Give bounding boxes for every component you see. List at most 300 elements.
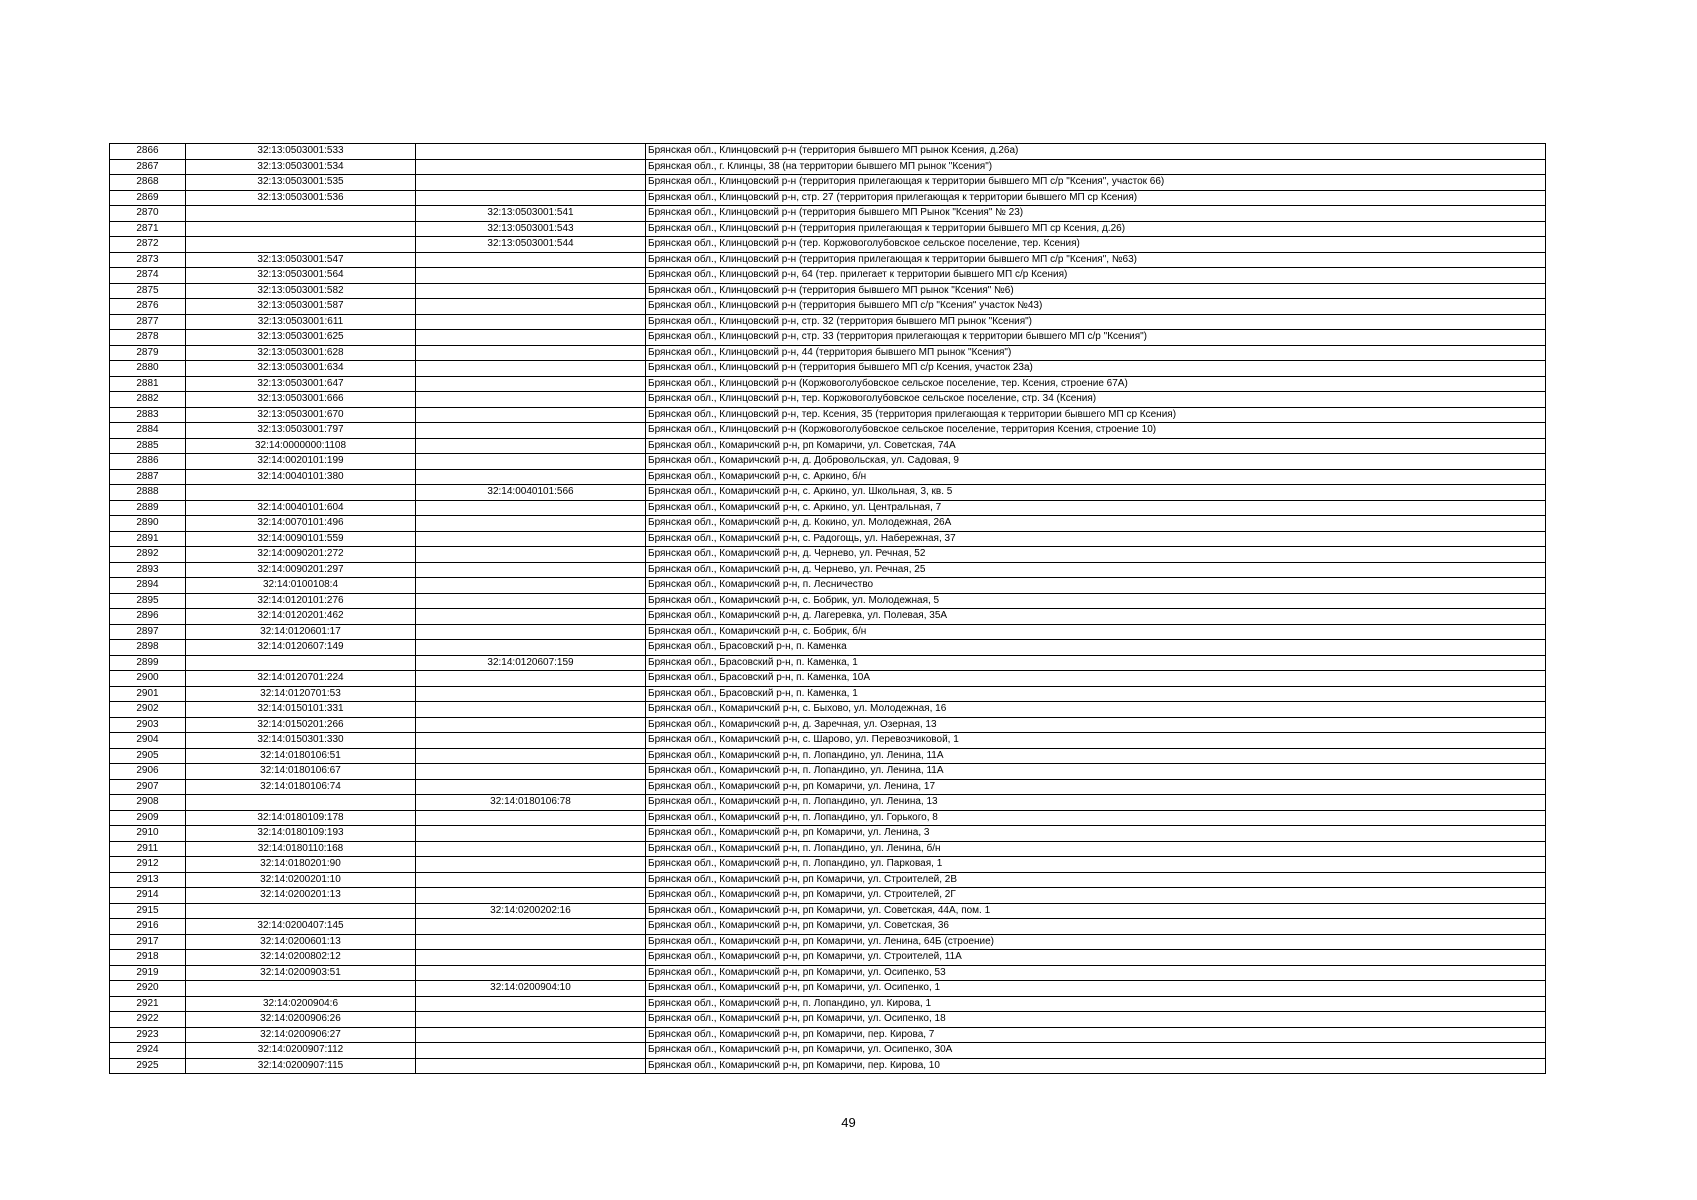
table-row (110, 1058, 1546, 1074)
cadastral-number-alt-cell (416, 175, 646, 191)
table-row (110, 748, 1546, 764)
cadastral-number-alt-cell: 32:14:0200202:16 (416, 903, 646, 919)
row-number-cell: 2866 (110, 144, 186, 160)
address-cell: Брянская обл., Комаричский р-н, рп Комаричи, ул. Осипенко, 18 (646, 1012, 1546, 1028)
cadastral-number-alt-cell (416, 407, 646, 423)
table-row (110, 609, 1546, 625)
table-row (110, 717, 1546, 733)
address-cell: Брянская обл., Клинцовский р-н (территория бывшего МП с/р "Ксения" участок №43) (646, 299, 1546, 315)
row-number-cell: 2879 (110, 345, 186, 361)
cadastral-number-cell (186, 903, 416, 919)
cadastral-number-alt-cell (416, 469, 646, 485)
table-row (110, 531, 1546, 547)
cadastral-number-alt-cell: 32:13:0503001:544 (416, 237, 646, 253)
table-row (110, 144, 1546, 160)
row-number-cell: 2875 (110, 283, 186, 299)
cadastral-number-cell: 32:14:0200907:112 (186, 1043, 416, 1059)
address-cell: Брянская обл., Комаричский р-н, д. Чернево, ул. Речная, 25 (646, 562, 1546, 578)
row-number-cell: 2876 (110, 299, 186, 315)
cadastral-number-alt-cell (416, 314, 646, 330)
row-number-cell: 2901 (110, 686, 186, 702)
table-row (110, 252, 1546, 268)
address-cell: Брянская обл., Клинцовский р-н (территория бывшего МП Рынок "Ксения" № 23) (646, 206, 1546, 222)
table-row (110, 345, 1546, 361)
row-number-cell: 2896 (110, 609, 186, 625)
row-number-cell: 2915 (110, 903, 186, 919)
cadastral-number-cell: 32:14:0200906:26 (186, 1012, 416, 1028)
address-cell: Брянская обл., Клинцовский р-н (территория бывшего МП рынок "Ксения" №6) (646, 283, 1546, 299)
address-cell: Брянская обл., Комаричский р-н, рп Комаричи, ул. Ленина, 64Б (строение) (646, 934, 1546, 950)
row-number-cell: 2867 (110, 159, 186, 175)
table-row (110, 299, 1546, 315)
cadastral-number-alt-cell (416, 159, 646, 175)
address-cell: Брянская обл., Комаричский р-н, п. Лесничество (646, 578, 1546, 594)
row-number-cell: 2877 (110, 314, 186, 330)
address-cell: Брянская обл., Комаричский р-н, рп Комаричи, ул. Строителей, 2В (646, 872, 1546, 888)
row-number-cell: 2913 (110, 872, 186, 888)
row-number-cell: 2924 (110, 1043, 186, 1059)
cadastral-number-alt-cell: 32:14:0040101:566 (416, 485, 646, 501)
cadastral-number-cell: 32:14:0200601:13 (186, 934, 416, 950)
page-number: 49 (841, 1115, 856, 1130)
address-cell: Брянская обл., Клинцовский р-н (тер. Коржовоголубовское сельское поселение, тер. Ксения) (646, 237, 1546, 253)
cadastral-number-cell: 32:14:0180106:51 (186, 748, 416, 764)
cadastral-number-cell: 32:14:0200802:12 (186, 950, 416, 966)
address-cell: Брянская обл., Клинцовский р-н (территория бывшего МП рынок Ксения, д.26а) (646, 144, 1546, 160)
cadastral-number-alt-cell (416, 423, 646, 439)
table-row (110, 857, 1546, 873)
address-cell: Брянская обл., Комаричский р-н, рп Комаричи, ул. Осипенко, 53 (646, 965, 1546, 981)
cadastral-number-cell: 32:14:0070101:496 (186, 516, 416, 532)
row-number-cell: 2898 (110, 640, 186, 656)
row-number-cell: 2905 (110, 748, 186, 764)
cadastral-number-alt-cell (416, 733, 646, 749)
table-row (110, 376, 1546, 392)
table-row (110, 562, 1546, 578)
table-row (110, 361, 1546, 377)
cadastral-number-cell: 32:14:0090201:272 (186, 547, 416, 563)
cadastral-number-alt-cell (416, 1027, 646, 1043)
cadastral-number-cell: 32:14:0200904:6 (186, 996, 416, 1012)
cadastral-number-alt-cell (416, 950, 646, 966)
cadastral-number-alt-cell (416, 144, 646, 160)
row-number-cell: 2925 (110, 1058, 186, 1074)
cadastral-number-cell: 32:14:0120201:462 (186, 609, 416, 625)
address-cell: Брянская обл., г. Клинцы, 38 (на территории бывшего МП рынок "Ксения") (646, 159, 1546, 175)
table-row (110, 934, 1546, 950)
address-cell: Брянская обл., Комаричский р-н, д. Чернево, ул. Речная, 52 (646, 547, 1546, 563)
cadastral-number-cell (186, 981, 416, 997)
table-row (110, 547, 1546, 563)
address-cell: Брянская обл., Комаричский р-н, д. Лагеревка, ул. Полевая, 35А (646, 609, 1546, 625)
cadastral-number-alt-cell (416, 1043, 646, 1059)
row-number-cell: 2917 (110, 934, 186, 950)
cadastral-number-alt-cell (416, 717, 646, 733)
cadastral-number-cell: 32:13:0503001:628 (186, 345, 416, 361)
table-row (110, 593, 1546, 609)
table-row (110, 469, 1546, 485)
cadastral-number-alt-cell (416, 888, 646, 904)
cadastral-number-cell: 32:13:0503001:547 (186, 252, 416, 268)
address-cell: Брянская обл., Клинцовский р-н (территория прилегающая к территории бывшего МП ср Ксения, д.26) (646, 221, 1546, 237)
table-row (110, 454, 1546, 470)
address-cell: Брянская обл., Комаричский р-н, п. Лопандино, ул. Ленина, б/н (646, 841, 1546, 857)
cadastral-number-alt-cell: 32:14:0180106:78 (416, 795, 646, 811)
row-number-cell: 2868 (110, 175, 186, 191)
table-row (110, 624, 1546, 640)
address-cell: Брянская обл., Комаричский р-н, рп Комаричи, ул. Ленина, 3 (646, 826, 1546, 842)
table-row (110, 159, 1546, 175)
address-cell: Брянская обл., Комаричский р-н, п. Лопандино, ул. Ленина, 11А (646, 764, 1546, 780)
address-cell: Брянская обл., Клинцовский р-н (территория прилегающая к территории бывшего МП с/р "Ксения", №63) (646, 252, 1546, 268)
cadastral-number-alt-cell (416, 872, 646, 888)
row-number-cell: 2884 (110, 423, 186, 439)
cadastral-number-cell: 32:14:0120701:53 (186, 686, 416, 702)
row-number-cell: 2878 (110, 330, 186, 346)
table-row (110, 190, 1546, 206)
table-row (110, 826, 1546, 842)
table-row (110, 640, 1546, 656)
cadastral-number-alt-cell (416, 283, 646, 299)
row-number-cell: 2880 (110, 361, 186, 377)
cadastral-number-cell: 32:14:0040101:380 (186, 469, 416, 485)
cadastral-number-alt-cell (416, 345, 646, 361)
address-cell: Брянская обл., Комаричский р-н, п. Лопандино, ул. Горького, 8 (646, 810, 1546, 826)
table-row (110, 1027, 1546, 1043)
cadastral-number-cell: 32:14:0120607:149 (186, 640, 416, 656)
cadastral-number-cell (186, 485, 416, 501)
table-row (110, 671, 1546, 687)
cadastral-number-alt-cell (416, 547, 646, 563)
row-number-cell: 2891 (110, 531, 186, 547)
table-row (110, 423, 1546, 439)
address-cell: Брянская обл., Комаричский р-н, рп Комаричи, ул. Осипенко, 1 (646, 981, 1546, 997)
cadastral-number-cell: 32:14:0200201:10 (186, 872, 416, 888)
cadastral-number-cell: 32:14:0200201:13 (186, 888, 416, 904)
row-number-cell: 2887 (110, 469, 186, 485)
address-cell: Брянская обл., Клинцовский р-н (Коржовоголубовское сельское поселение, территория Ксения, строение 10) (646, 423, 1546, 439)
address-cell: Брянская обл., Комаричский р-н, рп Комаричи, ул. Советская, 44А, пом. 1 (646, 903, 1546, 919)
address-cell: Брянская обл., Комаричский р-н, с. Бобрик, ул. Молодежная, 5 (646, 593, 1546, 609)
address-cell: Брянская обл., Клинцовский р-н, тер. Коржовоголубовское сельское поселение, стр. 34 (Ксения) (646, 392, 1546, 408)
cadastral-number-cell: 32:13:0503001:797 (186, 423, 416, 439)
address-cell: Брянская обл., Комаричский р-н, рп Комаричи, ул. Ленина, 17 (646, 779, 1546, 795)
cadastral-number-cell: 32:14:0200903:51 (186, 965, 416, 981)
cadastral-number-alt-cell: 32:13:0503001:541 (416, 206, 646, 222)
cadastral-number-alt-cell (416, 919, 646, 935)
table-row (110, 810, 1546, 826)
cadastral-number-alt-cell (416, 578, 646, 594)
table-row (110, 795, 1546, 811)
table-row (110, 702, 1546, 718)
address-cell: Брянская обл., Комаричский р-н, с. Радогощь, ул. Набережная, 37 (646, 531, 1546, 547)
table-row (110, 206, 1546, 222)
cadastral-number-alt-cell (416, 965, 646, 981)
row-number-cell: 2900 (110, 671, 186, 687)
table-row (110, 283, 1546, 299)
address-cell: Брянская обл., Брасовский р-н, п. Каменка, 10А (646, 671, 1546, 687)
address-cell: Брянская обл., Брасовский р-н, п. Каменка (646, 640, 1546, 656)
row-number-cell: 2908 (110, 795, 186, 811)
address-cell: Брянская обл., Комаричский р-н, рп Комаричи, ул. Советская, 74А (646, 438, 1546, 454)
property-table (109, 143, 1546, 1074)
cadastral-number-alt-cell (416, 1012, 646, 1028)
cadastral-number-alt-cell (416, 640, 646, 656)
row-number-cell: 2869 (110, 190, 186, 206)
table-row (110, 655, 1546, 671)
address-cell: Брянская обл., Клинцовский р-н, стр. 32 (территория бывшего МП рынок "Ксения") (646, 314, 1546, 330)
table-row (110, 841, 1546, 857)
row-number-cell: 2871 (110, 221, 186, 237)
cadastral-number-alt-cell (416, 1058, 646, 1074)
cadastral-number-cell: 32:14:0020101:199 (186, 454, 416, 470)
cadastral-number-alt-cell (416, 686, 646, 702)
address-cell: Брянская обл., Клинцовский р-н, тер. Ксения, 35 (территория прилегающая к территории бывшего МП ср Ксения) (646, 407, 1546, 423)
cadastral-number-cell (186, 795, 416, 811)
address-cell: Брянская обл., Клинцовский р-н (территория прилегающая к территории бывшего МП с/р "Ксения", участок 66) (646, 175, 1546, 191)
cadastral-number-alt-cell (416, 996, 646, 1012)
row-number-cell: 2919 (110, 965, 186, 981)
cadastral-number-alt-cell (416, 500, 646, 516)
cadastral-number-alt-cell (416, 609, 646, 625)
row-number-cell: 2922 (110, 1012, 186, 1028)
table-row (110, 919, 1546, 935)
table-row (110, 314, 1546, 330)
cadastral-number-cell: 32:13:0503001:611 (186, 314, 416, 330)
table-row (110, 268, 1546, 284)
row-number-cell: 2881 (110, 376, 186, 392)
table-row (110, 438, 1546, 454)
address-cell: Брянская обл., Комаричский р-н, рп Комаричи, ул. Строителей, 2Г (646, 888, 1546, 904)
row-number-cell: 2920 (110, 981, 186, 997)
address-cell: Брянская обл., Комаричский р-н, п. Лопандино, ул. Кирова, 1 (646, 996, 1546, 1012)
row-number-cell: 2883 (110, 407, 186, 423)
table-row (110, 686, 1546, 702)
address-cell: Брянская обл., Комаричский р-н, д. Добровольская, ул. Садовая, 9 (646, 454, 1546, 470)
table-row (110, 888, 1546, 904)
cadastral-number-alt-cell (416, 454, 646, 470)
table-row (110, 578, 1546, 594)
cadastral-number-cell: 32:14:0180106:74 (186, 779, 416, 795)
row-number-cell: 2914 (110, 888, 186, 904)
cadastral-number-alt-cell (416, 671, 646, 687)
row-number-cell: 2910 (110, 826, 186, 842)
row-number-cell: 2911 (110, 841, 186, 857)
row-number-cell: 2906 (110, 764, 186, 780)
cadastral-number-alt-cell (416, 593, 646, 609)
cadastral-number-cell: 32:14:0100108:4 (186, 578, 416, 594)
table-row (110, 516, 1546, 532)
row-number-cell: 2882 (110, 392, 186, 408)
address-cell: Брянская обл., Комаричский р-н, с. Аркино, ул. Школьная, 3, кв. 5 (646, 485, 1546, 501)
table-row (110, 950, 1546, 966)
cadastral-number-alt-cell (416, 330, 646, 346)
table-row (110, 1012, 1546, 1028)
address-cell: Брянская обл., Клинцовский р-н, 44 (территория бывшего МП рынок "Ксения") (646, 345, 1546, 361)
cadastral-number-cell: 32:14:0040101:604 (186, 500, 416, 516)
table-row (110, 175, 1546, 191)
address-cell: Брянская обл., Комаричский р-н, рп Комаричи, ул. Строителей, 11А (646, 950, 1546, 966)
address-cell: Брянская обл., Комаричский р-н, д. Кокино, ул. Молодежная, 26А (646, 516, 1546, 532)
cadastral-number-cell: 32:13:0503001:587 (186, 299, 416, 315)
table-row (110, 221, 1546, 237)
cadastral-number-cell: 32:13:0503001:666 (186, 392, 416, 408)
address-cell: Брянская обл., Клинцовский р-н, стр. 33 (территория прилегающая к территории бывшего МП с/р "Ксения") (646, 330, 1546, 346)
row-number-cell: 2921 (110, 996, 186, 1012)
table-row (110, 965, 1546, 981)
table-row (110, 500, 1546, 516)
cadastral-number-cell: 32:13:0503001:536 (186, 190, 416, 206)
row-number-cell: 2870 (110, 206, 186, 222)
address-cell: Брянская обл., Клинцовский р-н, стр. 27 (территория прилегающая к территории бывшего МП ср Ксения) (646, 190, 1546, 206)
cadastral-number-alt-cell (416, 779, 646, 795)
row-number-cell: 2916 (110, 919, 186, 935)
cadastral-number-cell: 32:13:0503001:535 (186, 175, 416, 191)
cadastral-number-cell: 32:14:0090101:559 (186, 531, 416, 547)
cadastral-number-cell: 32:14:0180106:67 (186, 764, 416, 780)
cadastral-number-cell: 32:13:0503001:634 (186, 361, 416, 377)
cadastral-number-cell: 32:14:0120701:224 (186, 671, 416, 687)
address-cell: Брянская обл., Комаричский р-н, п. Лопандино, ул. Ленина, 13 (646, 795, 1546, 811)
address-cell: Брянская обл., Комаричский р-н, рп Комаричи, ул. Советская, 36 (646, 919, 1546, 935)
cadastral-number-cell (186, 655, 416, 671)
cadastral-number-cell: 32:14:0200907:115 (186, 1058, 416, 1074)
property-table-body (110, 144, 1546, 1074)
row-number-cell: 2899 (110, 655, 186, 671)
cadastral-number-alt-cell (416, 190, 646, 206)
cadastral-number-alt-cell (416, 516, 646, 532)
cadastral-number-alt-cell (416, 702, 646, 718)
row-number-cell: 2872 (110, 237, 186, 253)
row-number-cell: 2923 (110, 1027, 186, 1043)
table-row (110, 407, 1546, 423)
cadastral-number-alt-cell: 32:14:0120607:159 (416, 655, 646, 671)
cadastral-number-cell: 32:13:0503001:534 (186, 159, 416, 175)
cadastral-number-cell: 32:13:0503001:647 (186, 376, 416, 392)
address-cell: Брянская обл., Комаричский р-н, д. Заречная, ул. Озерная, 13 (646, 717, 1546, 733)
table-row (110, 981, 1546, 997)
table-row (110, 392, 1546, 408)
row-number-cell: 2909 (110, 810, 186, 826)
address-cell: Брянская обл., Комаричский р-н, с. Аркино, ул. Центральная, 7 (646, 500, 1546, 516)
cadastral-number-cell: 32:14:0090201:297 (186, 562, 416, 578)
address-cell: Брянская обл., Брасовский р-н, п. Каменка, 1 (646, 686, 1546, 702)
table-row (110, 764, 1546, 780)
table-row (110, 733, 1546, 749)
row-number-cell: 2888 (110, 485, 186, 501)
address-cell: Брянская обл., Комаричский р-н, с. Быхово, ул. Молодежная, 16 (646, 702, 1546, 718)
row-number-cell: 2902 (110, 702, 186, 718)
cadastral-number-cell: 32:13:0503001:670 (186, 407, 416, 423)
cadastral-number-alt-cell (416, 268, 646, 284)
table-row (110, 485, 1546, 501)
row-number-cell: 2886 (110, 454, 186, 470)
cadastral-number-alt-cell (416, 624, 646, 640)
row-number-cell: 2918 (110, 950, 186, 966)
cadastral-number-alt-cell (416, 857, 646, 873)
cadastral-number-alt-cell (416, 810, 646, 826)
table-row (110, 779, 1546, 795)
cadastral-number-alt-cell (416, 531, 646, 547)
cadastral-number-cell: 32:14:0150201:266 (186, 717, 416, 733)
table-row (110, 237, 1546, 253)
cadastral-number-alt-cell (416, 438, 646, 454)
row-number-cell: 2897 (110, 624, 186, 640)
address-cell: Брянская обл., Клинцовский р-н, 64 (тер. прилегает к территории бывшего МП с/р Ксения) (646, 268, 1546, 284)
cadastral-number-cell: 32:14:0180110:168 (186, 841, 416, 857)
table-row (110, 330, 1546, 346)
table-row (110, 996, 1546, 1012)
address-cell: Брянская обл., Комаричский р-н, рп Комаричи, ул. Осипенко, 30А (646, 1043, 1546, 1059)
address-cell: Брянская обл., Клинцовский р-н (территория бывшего МП с/р Ксения, участок 23а) (646, 361, 1546, 377)
address-cell: Брянская обл., Клинцовский р-н (Коржовоголубовское сельское поселение, тер. Ксения, строение 67А) (646, 376, 1546, 392)
cadastral-number-cell: 32:14:0180201:90 (186, 857, 416, 873)
cadastral-number-alt-cell (416, 562, 646, 578)
cadastral-number-alt-cell (416, 376, 646, 392)
cadastral-number-cell: 32:13:0503001:564 (186, 268, 416, 284)
cadastral-number-cell: 32:13:0503001:625 (186, 330, 416, 346)
cadastral-number-cell: 32:14:0200407:145 (186, 919, 416, 935)
cadastral-number-alt-cell (416, 252, 646, 268)
row-number-cell: 2893 (110, 562, 186, 578)
row-number-cell: 2874 (110, 268, 186, 284)
cadastral-number-cell (186, 206, 416, 222)
row-number-cell: 2907 (110, 779, 186, 795)
row-number-cell: 2892 (110, 547, 186, 563)
cadastral-number-alt-cell: 32:13:0503001:543 (416, 221, 646, 237)
cadastral-number-alt-cell (416, 934, 646, 950)
cadastral-number-alt-cell (416, 764, 646, 780)
cadastral-number-alt-cell (416, 361, 646, 377)
cadastral-number-cell: 32:14:0000000:1108 (186, 438, 416, 454)
table-row (110, 903, 1546, 919)
cadastral-number-alt-cell (416, 748, 646, 764)
address-cell: Брянская обл., Комаричский р-н, рп Комаричи, пер. Кирова, 10 (646, 1058, 1546, 1074)
address-cell: Брянская обл., Комаричский р-н, п. Лопандино, ул. Ленина, 11А (646, 748, 1546, 764)
address-cell: Брянская обл., Комаричский р-н, с. Аркино, б/н (646, 469, 1546, 485)
row-number-cell: 2890 (110, 516, 186, 532)
cadastral-number-cell (186, 237, 416, 253)
cadastral-number-cell: 32:14:0180109:178 (186, 810, 416, 826)
cadastral-number-alt-cell (416, 826, 646, 842)
address-cell: Брянская обл., Комаричский р-н, с. Шарово, ул. Перевозчиковой, 1 (646, 733, 1546, 749)
cadastral-number-cell: 32:14:0180109:193 (186, 826, 416, 842)
row-number-cell: 2885 (110, 438, 186, 454)
row-number-cell: 2889 (110, 500, 186, 516)
row-number-cell: 2894 (110, 578, 186, 594)
row-number-cell: 2904 (110, 733, 186, 749)
cadastral-number-cell: 32:13:0503001:533 (186, 144, 416, 160)
row-number-cell: 2912 (110, 857, 186, 873)
cadastral-number-cell: 32:13:0503001:582 (186, 283, 416, 299)
address-cell: Брянская обл., Комаричский р-н, рп Комаричи, пер. Кирова, 7 (646, 1027, 1546, 1043)
address-cell: Брянская обл., Комаричский р-н, с. Бобрик, б/н (646, 624, 1546, 640)
cadastral-number-alt-cell (416, 392, 646, 408)
row-number-cell: 2895 (110, 593, 186, 609)
table-row (110, 872, 1546, 888)
row-number-cell: 2903 (110, 717, 186, 733)
row-number-cell: 2873 (110, 252, 186, 268)
cadastral-number-cell (186, 221, 416, 237)
cadastral-number-alt-cell (416, 299, 646, 315)
cadastral-number-cell: 32:14:0120101:276 (186, 593, 416, 609)
cadastral-number-cell: 32:14:0200906:27 (186, 1027, 416, 1043)
address-cell: Брянская обл., Комаричский р-н, п. Лопандино, ул. Парковая, 1 (646, 857, 1546, 873)
address-cell: Брянская обл., Брасовский р-н, п. Каменка, 1 (646, 655, 1546, 671)
cadastral-number-cell: 32:14:0120601:17 (186, 624, 416, 640)
table-row (110, 1043, 1546, 1059)
cadastral-number-cell: 32:14:0150101:331 (186, 702, 416, 718)
